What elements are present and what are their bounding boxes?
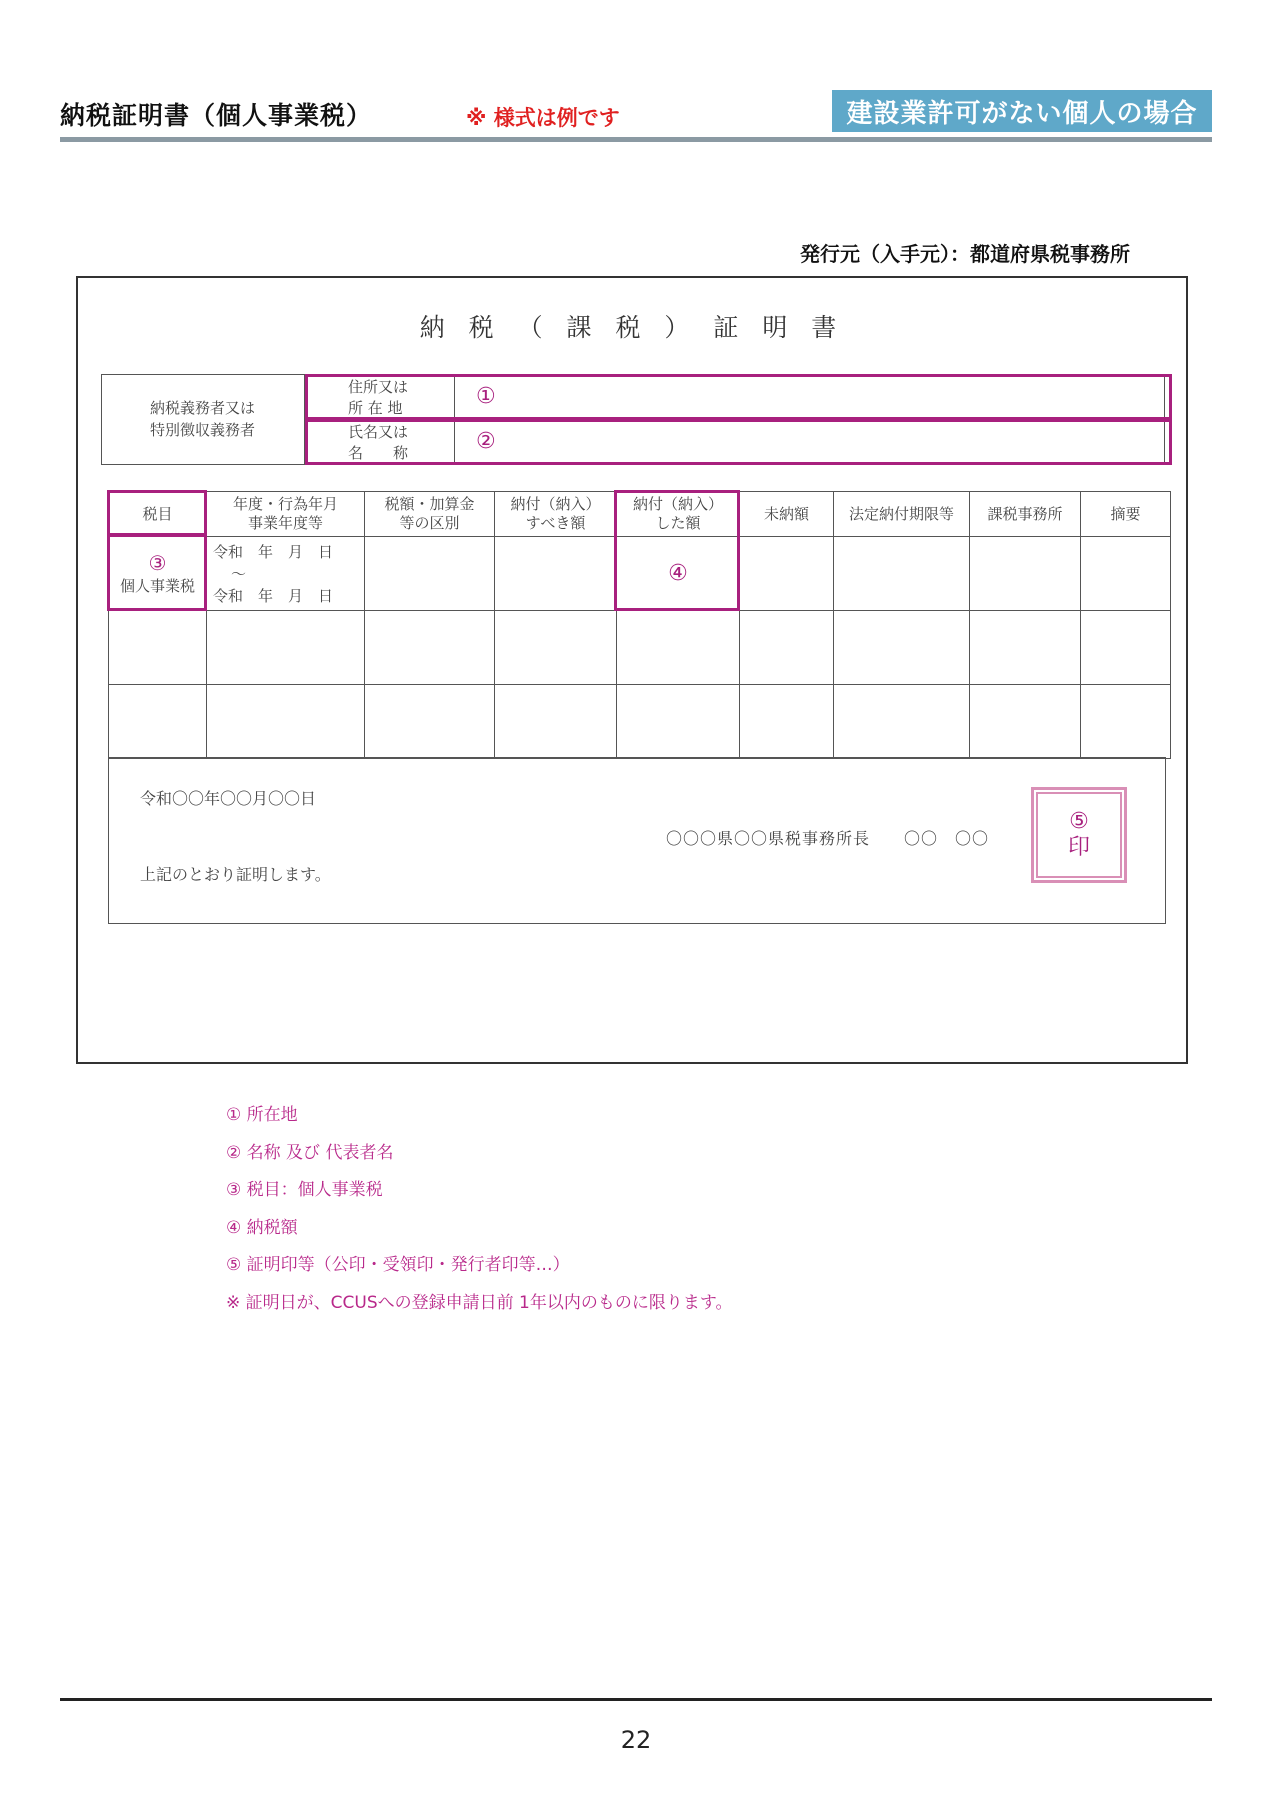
table-cell xyxy=(970,537,1081,611)
table-row xyxy=(109,685,1171,759)
address-highlight xyxy=(305,374,1172,420)
header-fiscal-year: 年度・行為年月 事業年度等 xyxy=(207,492,365,537)
tax-item-marker: ③ xyxy=(148,551,167,575)
table-row xyxy=(109,611,1171,685)
taxpayer-label: 納税義務者又は 特別徴収義務者 xyxy=(149,399,255,439)
tax-item-header-highlight xyxy=(107,490,207,536)
seal-text: 印 xyxy=(1067,835,1090,860)
list-item: ⑤ 証明印等（公印・受領印・発行者印等…） xyxy=(226,1255,570,1275)
case-badge: 建設業許可がない個人の場合 xyxy=(832,90,1212,132)
sample-note: ※ 様式は例です xyxy=(466,106,620,130)
issuer-label: 発行元（入手元）：都道府県税事務所 xyxy=(800,242,1130,266)
header-remarks: 摘要 xyxy=(1081,492,1171,537)
list-item: ① 所在地 xyxy=(226,1105,298,1125)
table-cell xyxy=(740,537,834,611)
amount-paid-highlight xyxy=(614,490,740,611)
table-cell xyxy=(495,537,617,611)
header-amount-due: 納付（納入） すべき額 xyxy=(495,492,617,537)
table-cell xyxy=(365,537,495,611)
header-tax-item: 税目 xyxy=(109,492,207,537)
tax-item-value: 個人事業税 xyxy=(119,577,195,595)
seal xyxy=(1036,792,1122,878)
list-item: ④ 納税額 xyxy=(226,1217,298,1238)
address-label: 住所又は 所 在 地 xyxy=(348,378,409,417)
list-item: ③ 税目：個人事業税 xyxy=(226,1180,383,1200)
tax-item-highlight xyxy=(107,534,207,611)
certification-section xyxy=(108,757,1166,924)
certificate-title: 納 税 （ 課 税 ） 証 明 書 xyxy=(419,313,845,342)
seal-marker: ⑤ xyxy=(1069,809,1089,834)
document-title: 納税証明書（個人事業税） xyxy=(60,101,373,130)
paid-marker: ④ xyxy=(668,561,688,586)
table-cell xyxy=(834,537,970,611)
name-highlight xyxy=(305,419,1172,465)
header-tax-office: 課税事務所 xyxy=(970,492,1081,537)
address-marker: ① xyxy=(476,384,496,409)
page-number: 22 xyxy=(620,1726,652,1754)
name-marker: ② xyxy=(476,429,496,454)
table-cell xyxy=(1081,537,1171,611)
header-amount-paid: 納付（納入） した額 xyxy=(617,492,740,537)
header-due-date: 法定納付期限等 xyxy=(834,492,970,537)
header-rule xyxy=(60,137,1212,142)
period-cell: 令和 年 月 日 ～ 令和 年 月 日 xyxy=(207,537,365,611)
name-label: 氏名又は 名 称 xyxy=(348,423,409,462)
notes-list xyxy=(226,1097,732,1322)
header-unpaid: 未納額 xyxy=(740,492,834,537)
issue-date: 令和〇〇年〇〇月〇〇日 xyxy=(140,789,317,808)
list-item: ② 名称 及び 代表者名 xyxy=(226,1142,394,1163)
list-item: ※ 証明日が、CCUSへの登録申請日前 1年以内のものに限ります。 xyxy=(226,1292,733,1313)
header-tax-type: 税額・加算金 等の区別 xyxy=(365,492,495,537)
office-head: 〇〇〇県〇〇県税事務所長 〇〇 〇〇 xyxy=(666,829,990,848)
certify-text: 上記のとおり証明します。 xyxy=(140,865,331,884)
footer-rule xyxy=(60,1698,1212,1701)
